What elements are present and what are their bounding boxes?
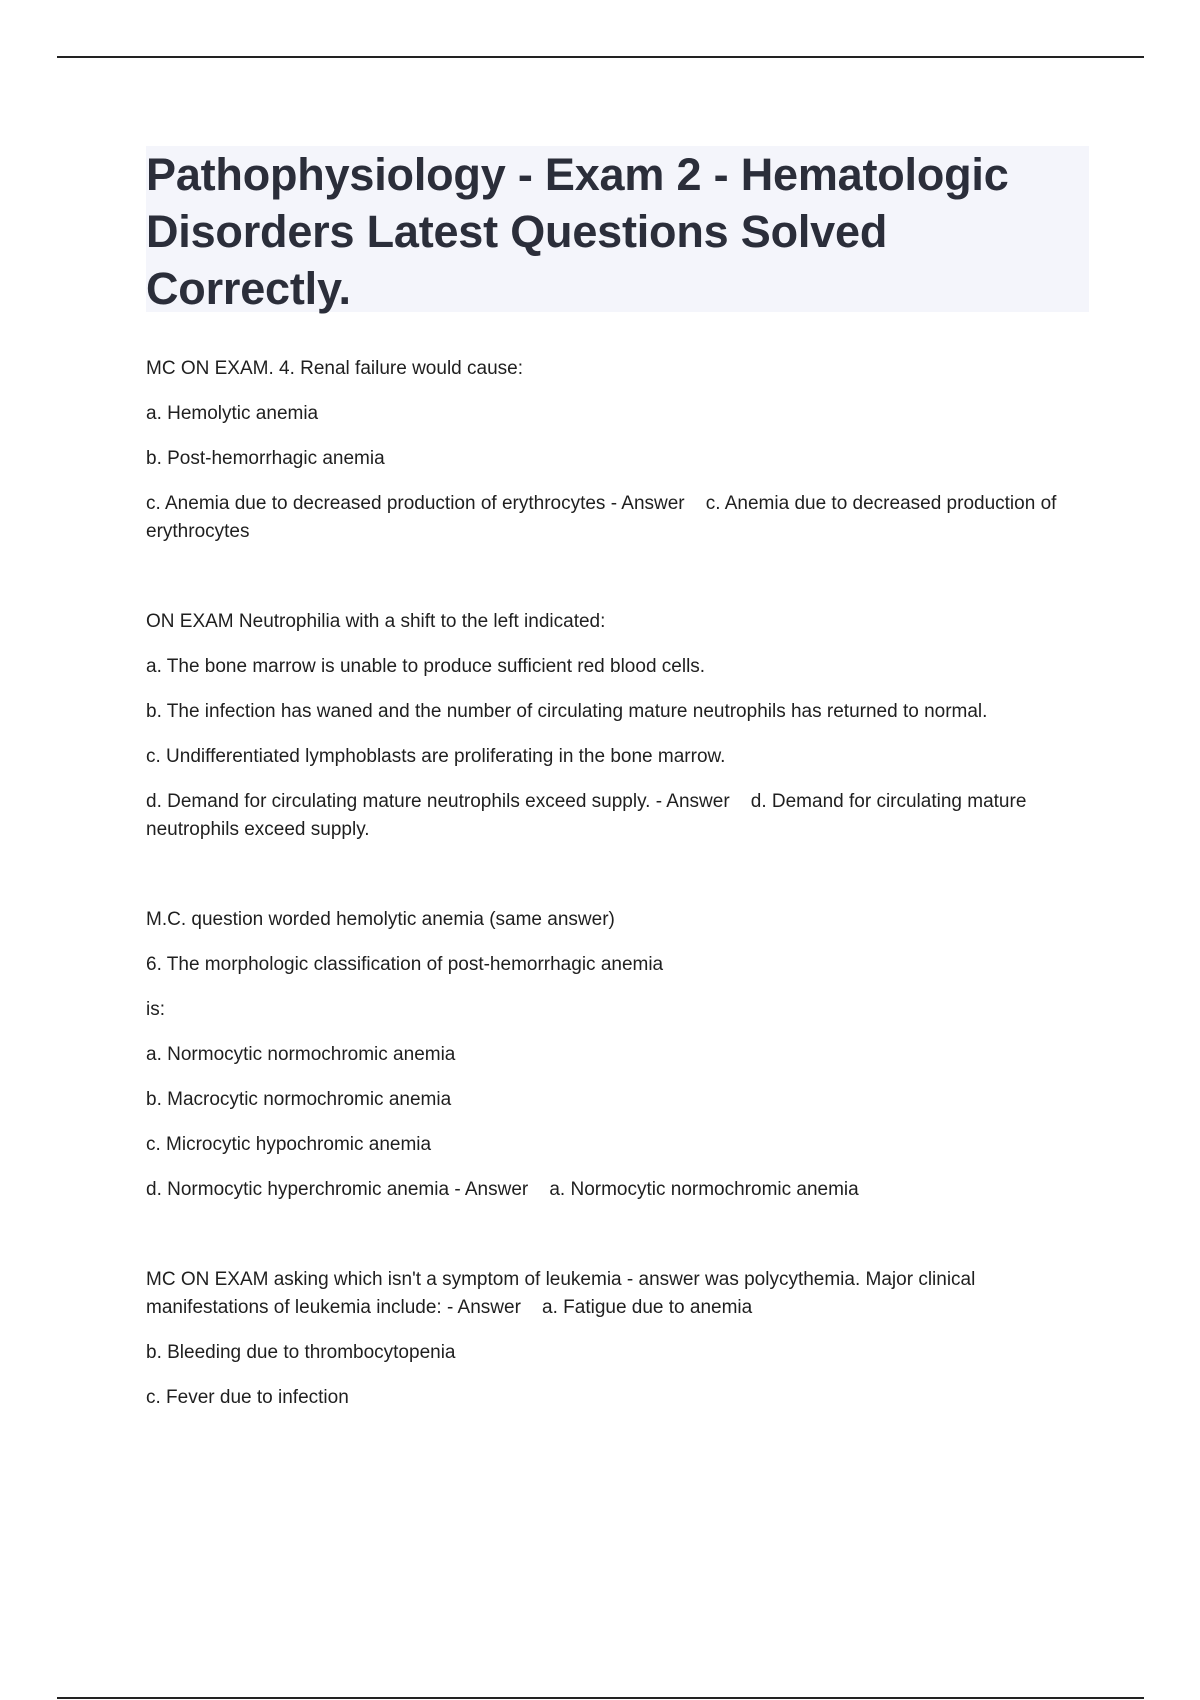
block-spacer (146, 1221, 1096, 1266)
block-spacer (146, 563, 1096, 608)
answer-option: c. Microcytic hypochromic anemia (146, 1134, 432, 1155)
footer-divider (57, 1697, 1144, 1699)
answer-option: c. Anemia due to decreased production of erythrocytes - Answer c. Anemia due to decreased production of erythrocytes (146, 493, 1062, 542)
document-title: Pathophysiology - Exam 2 - Hematologic Disorders Latest Questions Solved Correctly. (146, 149, 1009, 314)
document-body (146, 355, 1096, 1429)
question-block-4 (146, 1266, 1096, 1412)
answer-option: d. Demand for circulating mature neutrophils exceed supply. - Answer d. Demand for circulating mature neutrophils exceed supply. (146, 791, 1032, 840)
answer-option: c. Fever due to infection (146, 1387, 349, 1408)
block-spacer (146, 861, 1096, 906)
answer-option: b. The infection has waned and the number of circulating mature neutrophils has returned to normal. (146, 701, 988, 722)
question-text: 6. The morphologic classification of post-hemorrhagic anemia (146, 954, 664, 975)
question-text: MC ON EXAM. 4. Renal failure would cause: (146, 358, 523, 379)
question-block-2 (146, 608, 1096, 844)
answer-option: b. Post-hemorrhagic anemia (146, 448, 385, 469)
answer-option: a. Hemolytic anemia (146, 403, 319, 424)
question-block-3 (146, 906, 1096, 1204)
answer-option: c. Undifferentiated lymphoblasts are proliferating in the bone marrow. (146, 746, 726, 767)
question-text: ON EXAM Neutrophilia with a shift to the left indicated: (146, 611, 606, 632)
header-divider (57, 56, 1144, 58)
answer-option: a. The bone marrow is unable to produce sufficient red blood cells. (146, 656, 706, 677)
question-block-1 (146, 355, 1096, 546)
answer-option: a. Normocytic normochromic anemia (146, 1044, 456, 1065)
answer-option: b. Macrocytic normochromic anemia (146, 1089, 452, 1110)
title-block (146, 146, 1089, 312)
question-text: M.C. question worded hemolytic anemia (same answer) (146, 909, 615, 930)
answer-option: d. Normocytic hyperchromic anemia - Answer a. Normocytic normochromic anemia (146, 1179, 859, 1200)
question-text: is: (146, 999, 165, 1020)
answer-option: b. Bleeding due to thrombocytopenia (146, 1342, 456, 1363)
question-text: MC ON EXAM asking which isn't a symptom of leukemia - answer was polycythemia. Major clinical manifestations of leukemia include: - Answer a. Fatigue due to anemia (146, 1269, 981, 1318)
